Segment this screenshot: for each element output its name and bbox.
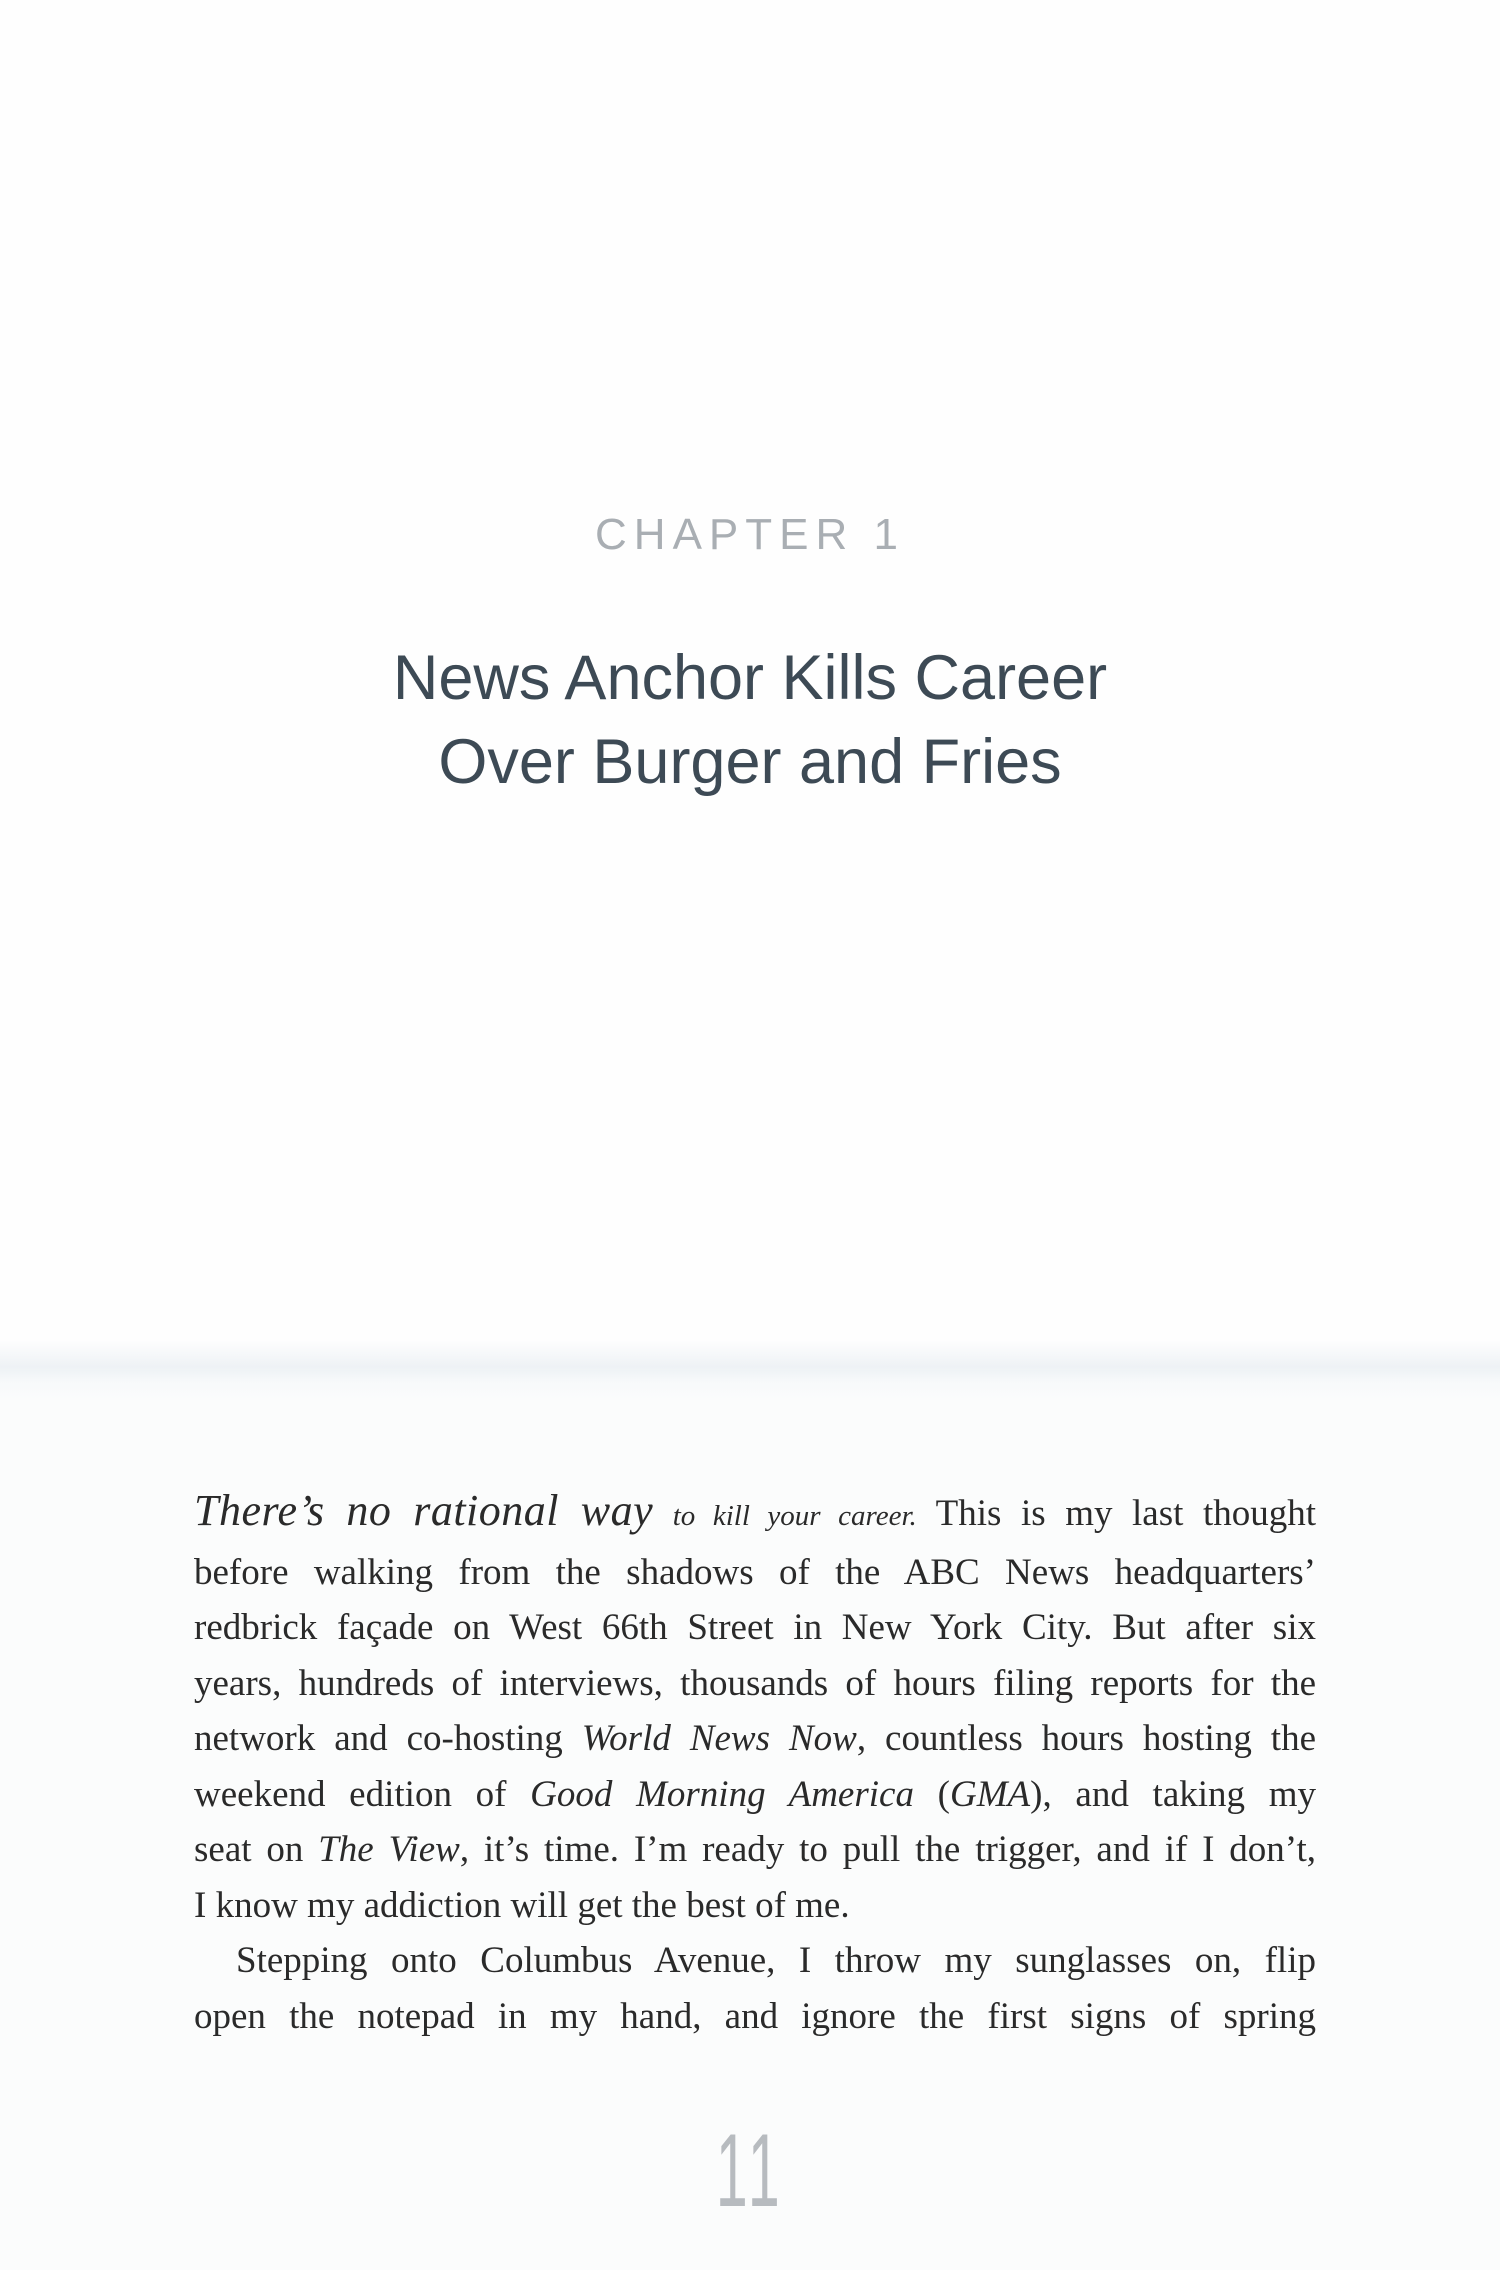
text-span: seat on — [194, 1829, 319, 1870]
text-line: years, hundreds of interviews, thousands of hours filing reports for the — [194, 1662, 1316, 1704]
text-line: before walking from the shadows of the ABC News headquarters’ — [194, 1551, 1316, 1593]
text-span: , it’s time. I’m ready to pull the trigger, and if I don’t, — [459, 1829, 1316, 1870]
paragraph-2 — [194, 1933, 1316, 2044]
lead-in: There’s no rational way — [194, 1486, 654, 1535]
text-span: ( — [913, 1773, 950, 1815]
text-span: ), and taking my — [1030, 1773, 1317, 1815]
text-line: redbrick façade on West 66th Street in New York City. But after six — [194, 1607, 1316, 1648]
show-abbrev: GMA — [950, 1773, 1031, 1815]
text-span: network and co-hosting — [194, 1718, 582, 1759]
chapter-title — [0, 636, 1500, 804]
text-line: I know my addiction will get the best of me. — [194, 1884, 850, 1926]
text-span: This is my last thought — [916, 1493, 1317, 1534]
text-line: Stepping onto Columbus Avenue, I throw my sunglasses on, flip — [236, 1940, 1316, 1981]
text-line — [194, 1767, 1316, 1823]
text-line — [194, 1711, 1316, 1767]
scan-band — [0, 1340, 1500, 1400]
page-number: 11 — [715, 2113, 785, 2229]
lead-in-small: to kill your career. — [672, 1500, 917, 1532]
show-title: Good Morning America — [530, 1773, 914, 1815]
text-span: , countless hours hosting the — [856, 1718, 1316, 1759]
show-title: World News Now — [581, 1718, 857, 1759]
text-line: open the notepad in my hand, and ignore the first signs of spring — [194, 1995, 1316, 2037]
paragraph-1 — [194, 1483, 1316, 1933]
text-line — [194, 1483, 1316, 1545]
show-title: The View — [318, 1829, 460, 1870]
chapter-title-line-1: News Anchor Kills Career — [392, 643, 1108, 713]
chapter-title-line-2: Over Burger and Fries — [438, 727, 1062, 797]
body-text — [194, 1483, 1316, 2044]
chapter-label: CHAPTER 1 — [595, 510, 905, 559]
text-line — [194, 1822, 1316, 1878]
text-span: weekend edition of — [194, 1773, 531, 1815]
